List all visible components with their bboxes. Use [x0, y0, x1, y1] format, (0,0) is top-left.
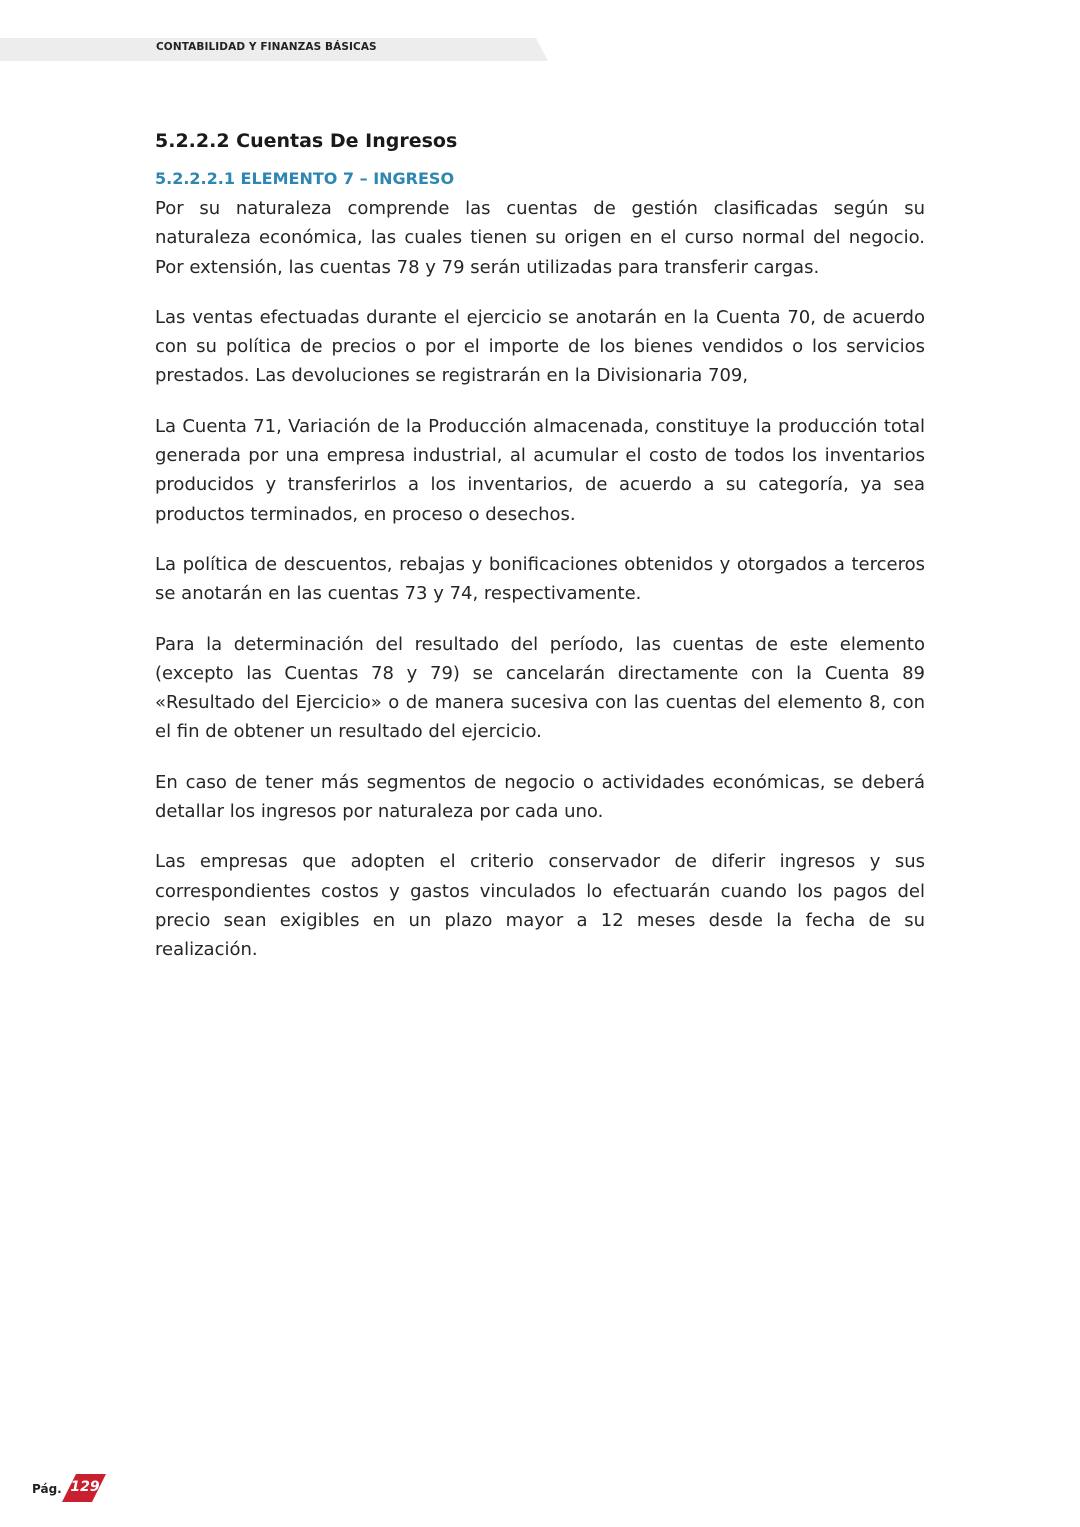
- paragraph: En caso de tener más segmentos de negocio o actividades económicas, se deberá detallar los ingresos por naturaleza por cada uno.: [155, 771, 925, 823]
- paragraph: Las ventas efectuadas durante el ejercicio se anotarán en la Cuenta 70, de acuerdo con su política de precios o por el importe de los bienes vendidos o los servicios prestados. Las devoluciones se registrarán en la Divisionaria 709,: [155, 306, 925, 387]
- paragraph: La Cuenta 71, Variación de la Producción almacenada, constituye la producción total generada por una empresa industrial, al acumular el costo de todos los inventarios producidos y transferirlos a los inventarios, de acuerdo a su categoría, ya sea productos terminados, en proceso o desechos.: [155, 415, 925, 525]
- page-content: [155, 128, 925, 986]
- paragraph: Las empresas que adopten el criterio conservador de diferir ingresos y sus correspondientes costos y gastos vinculados lo efectuarán cuando los pagos del precio sean exigibles en un plazo mayor a 12 meses desde la fecha de su realización.: [155, 851, 925, 961]
- paragraph: Por su naturaleza comprende las cuentas de gestión clasificadas según su naturaleza económica, las cuales tienen su origen en el curso normal del negocio. Por extensión, las cuentas 78 y 79 serán utilizadas para transferir cargas.: [155, 198, 925, 278]
- paragraph: Para la determinación del resultado del período, las cuentas de este elemento (excepto las Cuentas 78 y 79) se cancelarán directamente con la Cuenta 89 «Resultado del Ejercicio» o de manera sucesiva con las cuentas del elemento 8, con el fin de obtener un resultado del ejercicio.: [155, 633, 925, 743]
- page-number: 129: [70, 1479, 100, 1495]
- page-label: Pág.: [32, 1482, 62, 1496]
- running-header-title: CONTABILIDAD Y FINANZAS BÁSICAS: [156, 41, 377, 53]
- paragraph: La política de descuentos, rebajas y bonificaciones obtenidos y otorgados a terceros se anotarán en las cuentas 73 y 74, respectivamente.: [155, 553, 925, 605]
- subsection-heading: 5.2.2.2.1 ELEMENTO 7 – INGRESO: [155, 169, 455, 188]
- section-heading: 5.2.2.2 Cuentas De Ingresos: [155, 130, 458, 152]
